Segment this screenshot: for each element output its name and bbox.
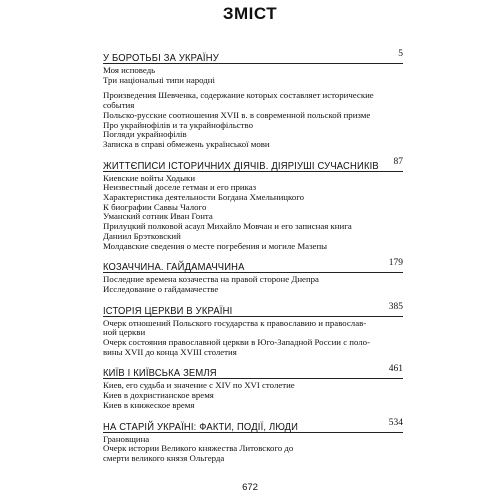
toc-entry: Прилуцкий полковой асаул Михайло Мовчан и его записная книга xyxy=(103,221,352,232)
toc-entry: Киевские войты Ходыки xyxy=(103,172,196,183)
section-title: У БОРОТЬБІ ЗА УКРАЇНУ xyxy=(103,53,219,64)
toc-section xyxy=(103,301,403,358)
toc-entry: Киев в дохристианское время xyxy=(103,390,214,401)
toc-entry: Последние времена козачества на правой стороне Днепра xyxy=(103,274,319,285)
toc-entry: К биографии Саввы Чалого xyxy=(103,201,207,212)
toc-section xyxy=(103,417,403,464)
toc-entry: Очерк истории Великого княжества Литовского до xyxy=(103,443,294,454)
section-title: КОЗАЧЧИНА. ГАЙДАМАЧЧИНА xyxy=(103,262,245,274)
toc-entry: Три національні типи народні xyxy=(103,74,215,85)
toc-section xyxy=(103,257,403,294)
toc-entry: Очерк состояния православной церкви в Юго-Западной России с поло- xyxy=(103,337,371,348)
toc-entry: Даниил Брэтковский xyxy=(103,230,181,241)
toc-entry: Неизвестный доселе гетман и его приказ xyxy=(103,182,257,193)
toc-entry: Грановщина xyxy=(103,433,150,444)
toc-entry: Моя исповедь xyxy=(103,65,156,75)
toc-section xyxy=(103,156,403,252)
toc-entry: Уманский сотник Иван Гонта xyxy=(103,211,213,222)
section-page-number: 5 xyxy=(398,49,403,59)
section-page-number: 385 xyxy=(388,301,403,312)
toc-section xyxy=(103,48,403,150)
toc-entry: ной церкви xyxy=(103,327,146,338)
section-title: НА СТАРІЙ УКРАЇНІ: ФАКТИ, ПОДІЇ, ЛЮДИ xyxy=(103,421,299,433)
page-title: ЗМІСТ xyxy=(222,4,278,23)
toc-entry: Польско-русские соотношения XVII в. в современной польской призме xyxy=(103,109,371,120)
table-of-contents xyxy=(103,48,403,464)
toc-entry: Киев в книжеское время xyxy=(103,399,195,410)
section-page-number: 534 xyxy=(388,417,403,428)
section-title: КИЇВ І КИЇВСЬКА ЗЕМЛЯ xyxy=(103,368,217,380)
section-page-number: 461 xyxy=(388,364,403,375)
toc-entry: Произведения Шевченка, содержание которых составляет исторические xyxy=(103,90,374,101)
toc-entry: Характеристика деятельности Богдана Хмельницкого xyxy=(103,192,305,203)
toc-entry: Исследование о гайдамачестве xyxy=(103,283,219,294)
page-number: 672 xyxy=(242,482,258,493)
toc-entry: события xyxy=(103,100,135,111)
section-title: ІСТОРІЯ ЦЕРКВИ В УКРАЇНІ xyxy=(103,305,233,317)
toc-section xyxy=(103,363,403,410)
toc-entry: смерти великого князя Ольгерда xyxy=(103,452,225,463)
toc-entry: Записка в справі обмежень української мови xyxy=(103,138,270,149)
section-page-number: 87 xyxy=(393,156,403,167)
toc-entry: вины XVII до конца XVIII столетия xyxy=(103,346,237,357)
toc-entry: Про украйнофілів и та украйнофільство xyxy=(103,119,254,130)
section-title: ЖИТТЄПИСИ ІСТОРИЧНИХ ДІЯЧІВ. ДІЯРІУШІ СУЧАСНИКІВ xyxy=(103,160,379,172)
toc-entry: Молдавские сведения о месте погребения и могиле Мазепы xyxy=(103,240,328,251)
section-page-number: 179 xyxy=(388,258,403,269)
toc-entry: Киев, его судьба и значение с XIV по XVI столетие xyxy=(103,380,295,391)
toc-entry: Очерк отношений Польского государства к православию и православ- xyxy=(103,317,367,328)
toc-entry: Погляди украйнофілів xyxy=(103,129,187,140)
